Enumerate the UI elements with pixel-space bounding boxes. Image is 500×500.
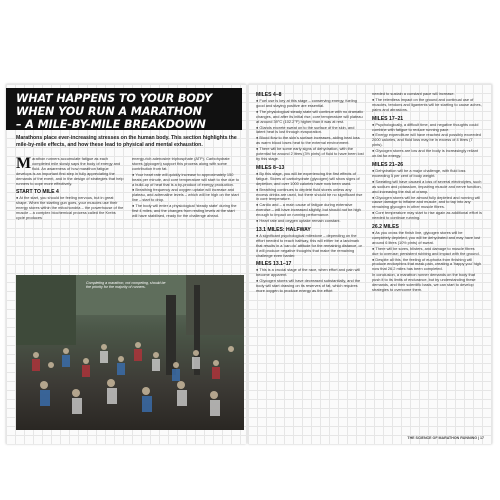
body-paragraph: ● There will be some early signs of dehydration, with the potential for around 2 litres (3½ pints) of fluid to have been lost by this stage. [256,146,364,161]
body-paragraph: ● By this stage, you will be experiencing the first effects of fatigue. Stores of carbohydrate (glycogen) will show signs of depletion, and over 1000 calories have now been used. [256,170,360,186]
body-paragraph: ● Glycogen stores will have decreased substantially, and the body will start drawing on its reserves of fat, which requires more oxygen to produce energy as the effort [256,278,361,294]
body-paragraph: ● Blood flow to the skin's surface increases, aiding heat loss as warm blood loses heat to the external environment. [256,135,360,146]
body-paragraph: ● At the start, you should be feeling nervous, but in great shape. When the starting gun goes, your muscles use their energy stores within the mitochondria – the powerhouse of the muscle – a complex biochemical process called the Krebs cycle produces [16,195,124,221]
section-heading: MILES 17–21 [372,115,404,122]
body-paragraph: ● Psychologically, a difficult time, and negative thoughts could combine with fatigue to reduce running pace. [372,121,479,132]
body-paragraph: ● This is a crucial stage of the race, when effort and pain will become apparent. [256,267,361,278]
page-title: WHAT HAPPENS TO YOUR BODY WHEN YOU RUN A MARATHON – A MILE-BY-MILE BREAKDOWN [16,92,213,131]
body-paragraph: ● The body will enter a physiological 'steady state' during the first 4 miles, and the changes from resting levels at the start will have stabilised, ready for the challenge ahead. [132,203,237,218]
left-column-1 [16,157,124,222]
body-paragraph: ● The physiological steady state will continue with no dramatic changes, and after its initial rise, core temperature will plateau at around 39°C (102.2°F) higher than it was at rest. [256,108,364,124]
body-paragraph: ● A significant psychological milestone – depending on the effort needed to reach halfway, this will either be a landmark that results in a 'can do' attitude for the remaining distance, or it will produce negative thoughts that make the remaining challenge even harder. [256,232,362,258]
body-paragraph: ● Breathing frequency and oxygen uptake will increase and plateau, and adrenaline levels – which will be high on the start line – start to drop. [132,187,239,203]
body-paragraph: ● Breathing continues to deplete fluid stores unless any excess drinks are used, but there should be no significant rise in core temperature. [256,186,363,202]
crowd-illustration [16,275,244,430]
section-heading: MILES 8–13 [256,164,285,171]
intro-text: Marathons place ever-increasing stresses on the human body. This section highlights the mile-by-mile effects, and how these lead to physical and mental exhaustion. [16,135,237,148]
section-heading: MILES 21–26 [372,161,404,168]
body-paragraph: ● Cardio and – a main cause of fatigue during extensive exercise – will have increased slightly, but should not be high enough to impact on running performance. [256,202,361,218]
page-folio: THE SCIENCE OF MARATHON RUNNING | 17 [407,436,484,440]
body-paragraph: energy-rich adenosine triphosphate (ATP). Carbohydrate stores (glycogen) support this process along with some contribution from fat. [132,156,230,171]
drop-cap: M [16,155,32,172]
section-heading: 26.2 MILES [372,224,399,231]
photo-caption: Completing a marathon, not competing, should be the priority for the majority of runners. [86,281,166,290]
body-paragraph: ● Heart rate and oxygen uptake remain constant. [256,218,341,224]
body-paragraph: ● Dehydration will be a major challenge, with fluid loss exceeding 5 per cent of body weight. [372,167,466,178]
conclusion-paragraph: In conclusion, a marathon runner demands on the body that push it to its limits of endurance, but by understanding these demands, and their scientific basis, we can start to develop strategies to overcome them. [372,272,476,292]
left-page [6,84,246,444]
body-paragraph: ● There will be sores, blisters, and damage to muscle fibres due to overuse; persistent rubbing and impact with the ground. [372,245,480,256]
right-page [248,84,492,444]
marathon-crowd-photo [16,275,244,430]
body-paragraph: ● Core temperature may start to rise again as additional effort is needed to continue running. [372,210,482,221]
left-column-2 [132,157,240,220]
body-paragraph: ● Glycogen stores are low and the body is increasingly reliant on fat for energy. [372,148,478,159]
opening-paragraph: Marathon runners accumulate fatigue as each completed mile slowly saps the body of energy and fluid. An awareness of how marathon fatigue develops is an important first step in fully appreciating the demands of the event, and in the design of strategies that help runners to cope more effectively. [16,155,124,186]
right-column-2 [372,92,482,294]
title-band [6,88,242,130]
body-paragraph: ● Glycogen stores will be almost fully depleted and running will cause damage to inflame and muscle, and to tap into any remaining glycogen in other muscle fibres. [372,194,481,210]
body-paragraph: ● The relentless impact on the ground and continual use of muscles, tendons and ligaments will be starting to cause aches, pains and abrasions. [372,96,482,112]
body-paragraph: needed to sustain a constant pace will increase. [372,91,455,96]
body-paragraph: ● Fuel use is key at this stage – conserving energy, fueling good and staying positive are essential. [256,98,357,108]
body-paragraph: ● Glands excrete sweat on to the surface of the skin, and latent heat is lost through evaporation. [256,124,355,135]
body-paragraph: ● As you cross the finish line, glycogen stores will be completely depleted, you will be dehydrated and may have lost around 6 litres (10½ pints) of sweat. [372,230,481,245]
right-column-1 [256,92,364,295]
body-paragraph: ● Sweating will have caused a loss of several electrolytes, such as sodium and potassium, impairing muscle and nerve function, and increasing the risk of cramp. [372,178,482,194]
section-heading: 13.1 MILES: HALFWAY [256,226,311,233]
body-paragraph: ● Your heart rate will quickly increase to approximately 150 beats per minute, and core temperature will start to rise due to a build-up of heat that is a by-product of energy production. [132,171,240,187]
section-heading: START TO MILE 4 [16,189,59,196]
body-paragraph: ● Despite all this, the feeling of euphoria from finishing will produce endorphins that mask pain, creating a 'happy you' high now that 26.2 miles has been completed. [372,256,481,272]
section-heading: MILES 4–8 [256,92,282,98]
body-paragraph: ● Energy expenditure will have reached and possibly exceeded 2000 calories, and fluid loss may be in excess of 4 litres (7 pints). [372,132,481,148]
section-heading: MILES 13.1–17 [256,261,292,268]
